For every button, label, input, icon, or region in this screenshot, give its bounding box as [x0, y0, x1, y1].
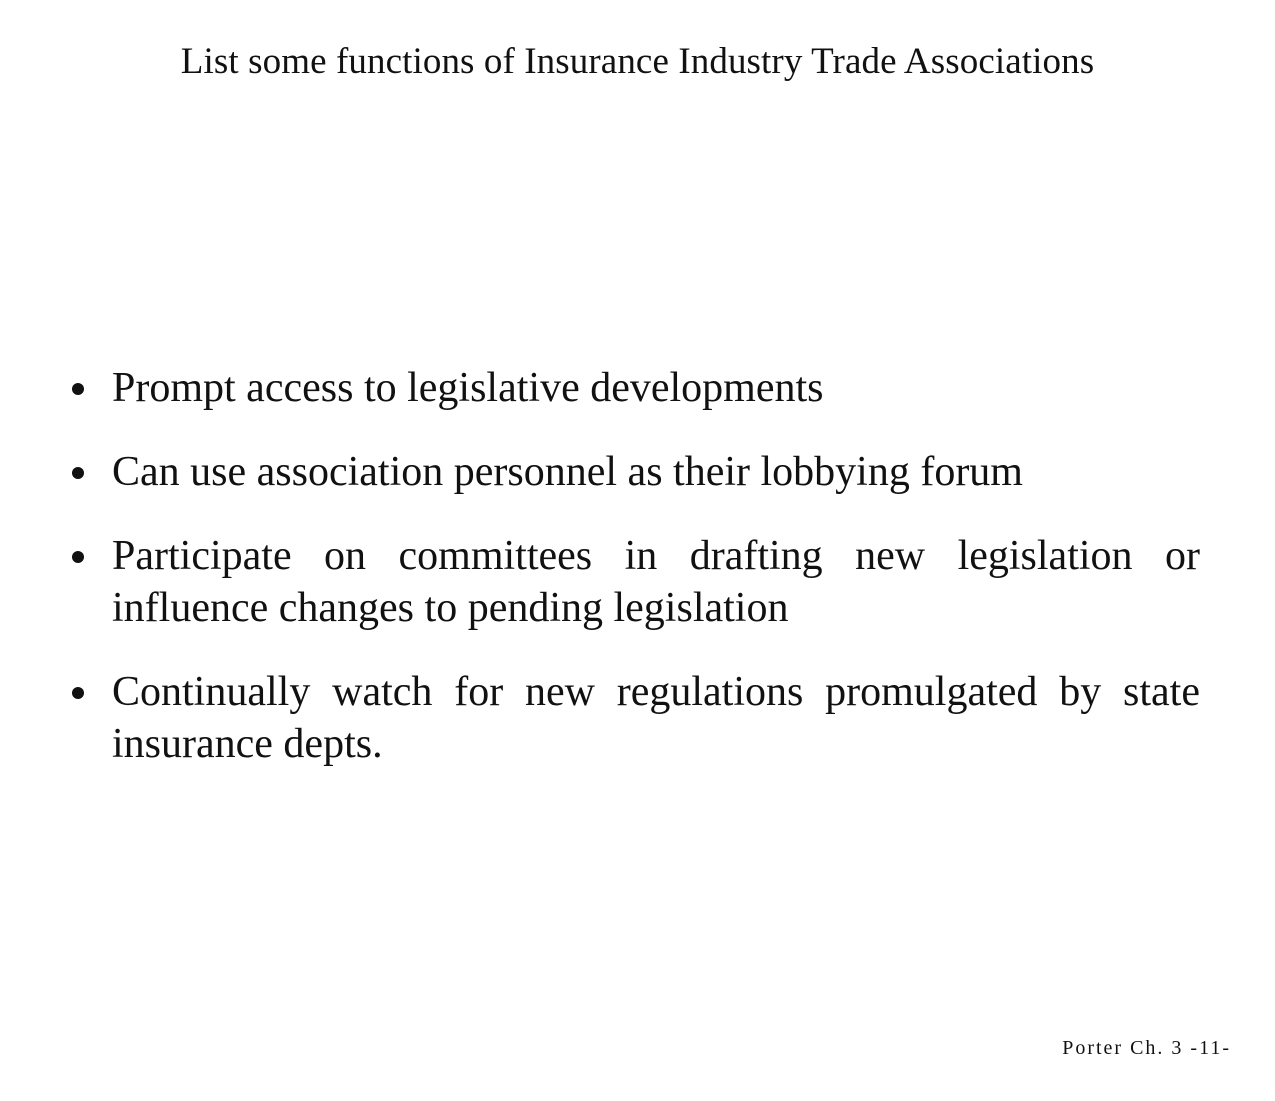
bullet-dot-icon: [72, 687, 84, 699]
bullet-item: [68, 666, 1200, 770]
bullet-dot-icon: [72, 551, 84, 563]
slide-title: List some functions of Insurance Industry Trade Associations: [180, 41, 1095, 82]
bullet-text: Participate on committees in drafting new legislation or influence changes to pending legislation: [112, 533, 1200, 631]
bullet-dot-icon: [72, 467, 84, 479]
bullet-item: [68, 446, 1200, 498]
bullet-dot-icon: [72, 383, 84, 395]
page-footer: Porter Ch. 3 -11-: [1062, 1037, 1231, 1059]
bullet-item: [68, 362, 1200, 414]
bullet-text: Can use association personnel as their lobbying forum: [112, 449, 1023, 495]
bullet-item: [68, 530, 1200, 634]
bullet-text: Continually watch for new regulations promulgated by state insurance depts.: [112, 669, 1200, 767]
bullet-text: Prompt access to legislative developments: [112, 365, 824, 411]
bullet-list: [68, 362, 1200, 802]
